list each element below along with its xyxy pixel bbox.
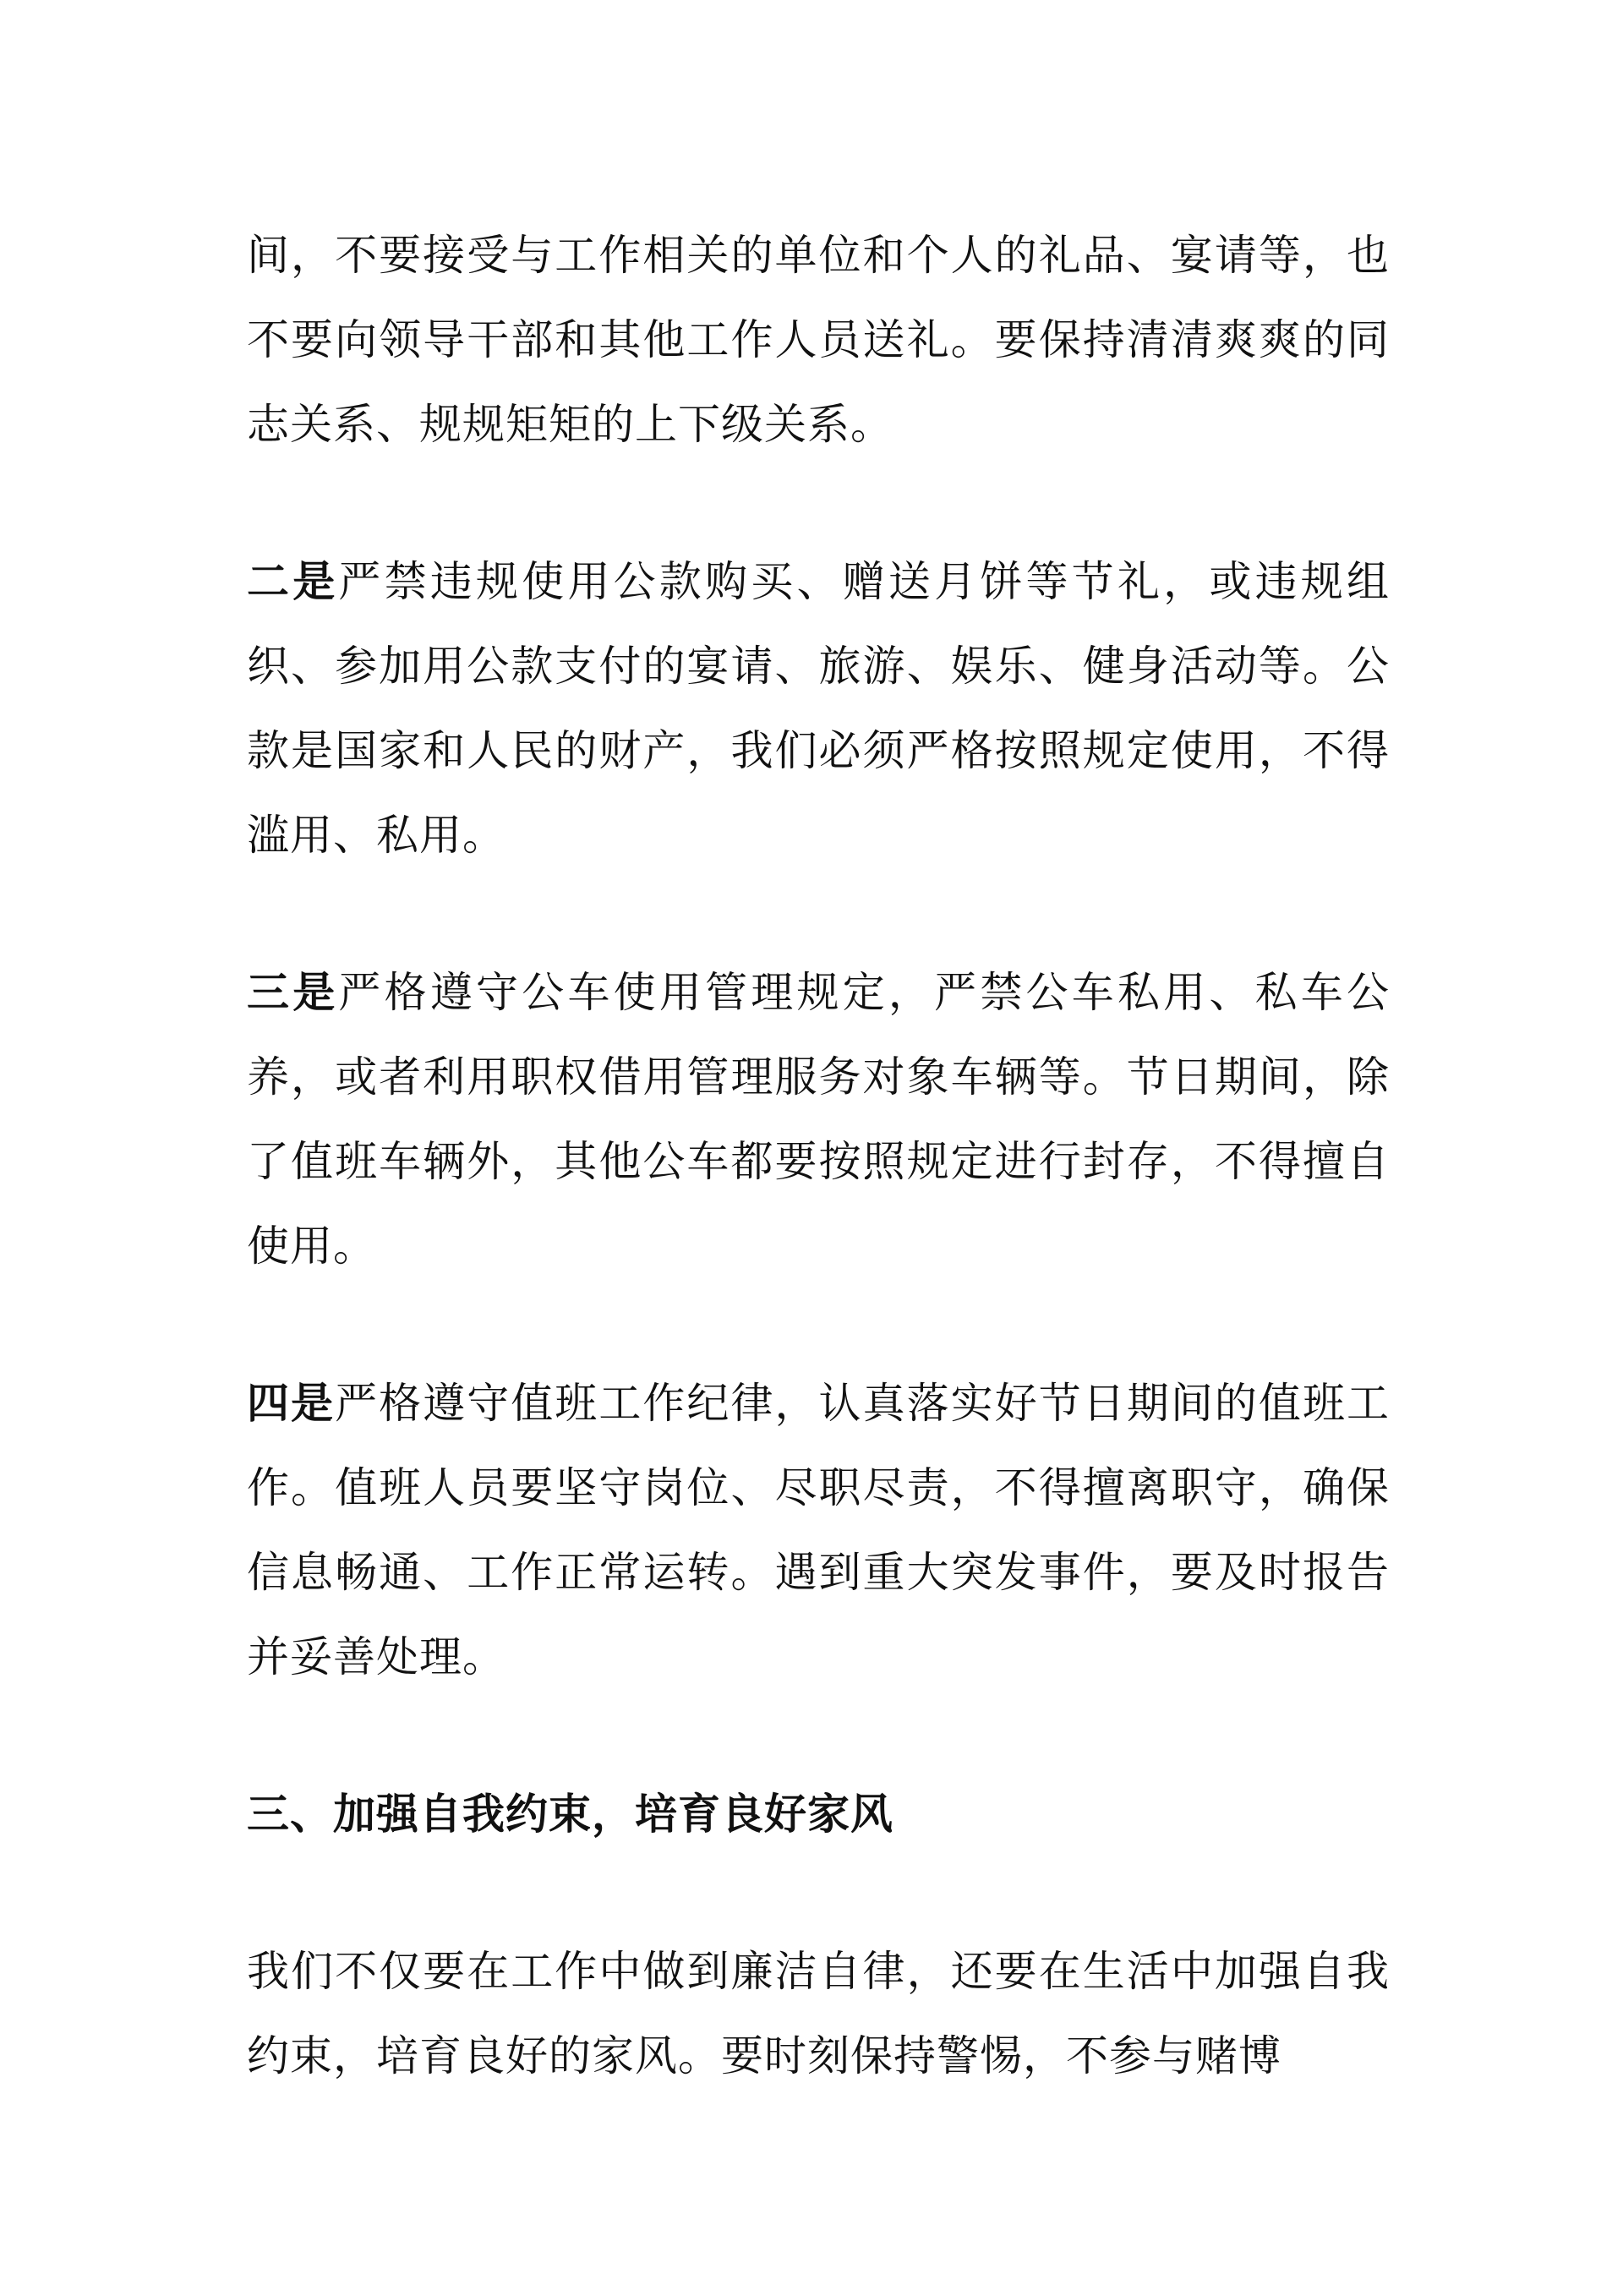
paragraph-family-values xyxy=(247,1929,1390,2098)
paragraph-gifts xyxy=(247,213,1390,467)
section-heading: 三、加强自我约束，培育良好家风 xyxy=(247,1790,893,1839)
paragraph-text: 严禁违规使用公款购买、赠送月饼等节礼，或违规组织、参加用公款支付的宴请、旅游、娱乐、健身活动等。公款是国家和人民的财产，我们必须严格按照规定使用，不得滥用、私用。 xyxy=(247,557,1391,860)
paragraph-text: 我们不仅要在工作中做到廉洁自律，还要在生活中加强自我约束，培育良好的家风。要时刻保持警惕，不参与赌博 xyxy=(247,1947,1390,2080)
paragraph-text: 严格遵守公车使用管理规定，严禁公车私用、私车公养，或者利用职权借用管理服务对象车辆等。节日期间，除了值班车辆外，其他公车都要按照规定进行封存，不得擅自使用。 xyxy=(247,968,1391,1271)
paragraph-lead: 四是 xyxy=(247,1379,336,1428)
document-page xyxy=(247,213,1390,2098)
paragraph-text: 严格遵守值班工作纪律，认真落实好节日期间的值班工作。值班人员要坚守岗位、尽职尽责，不得擅离职守，确保信息畅通、工作正常运转。遇到重大突发事件，要及时报告并妥善处理。 xyxy=(247,1379,1391,1681)
paragraph-lead: 二是 xyxy=(247,557,339,606)
paragraph-official-cars xyxy=(247,950,1390,1288)
paragraph-text: 间，不要接受与工作相关的单位和个人的礼品、宴请等，也不要向领导干部和其他工作人员送礼。要保持清清爽爽的同志关系、规规矩矩的上下级关系。 xyxy=(247,231,1390,449)
paragraph-lead: 三是 xyxy=(247,968,339,1017)
paragraph-public-funds xyxy=(247,539,1390,877)
paragraph-duty-discipline xyxy=(247,1361,1390,1699)
